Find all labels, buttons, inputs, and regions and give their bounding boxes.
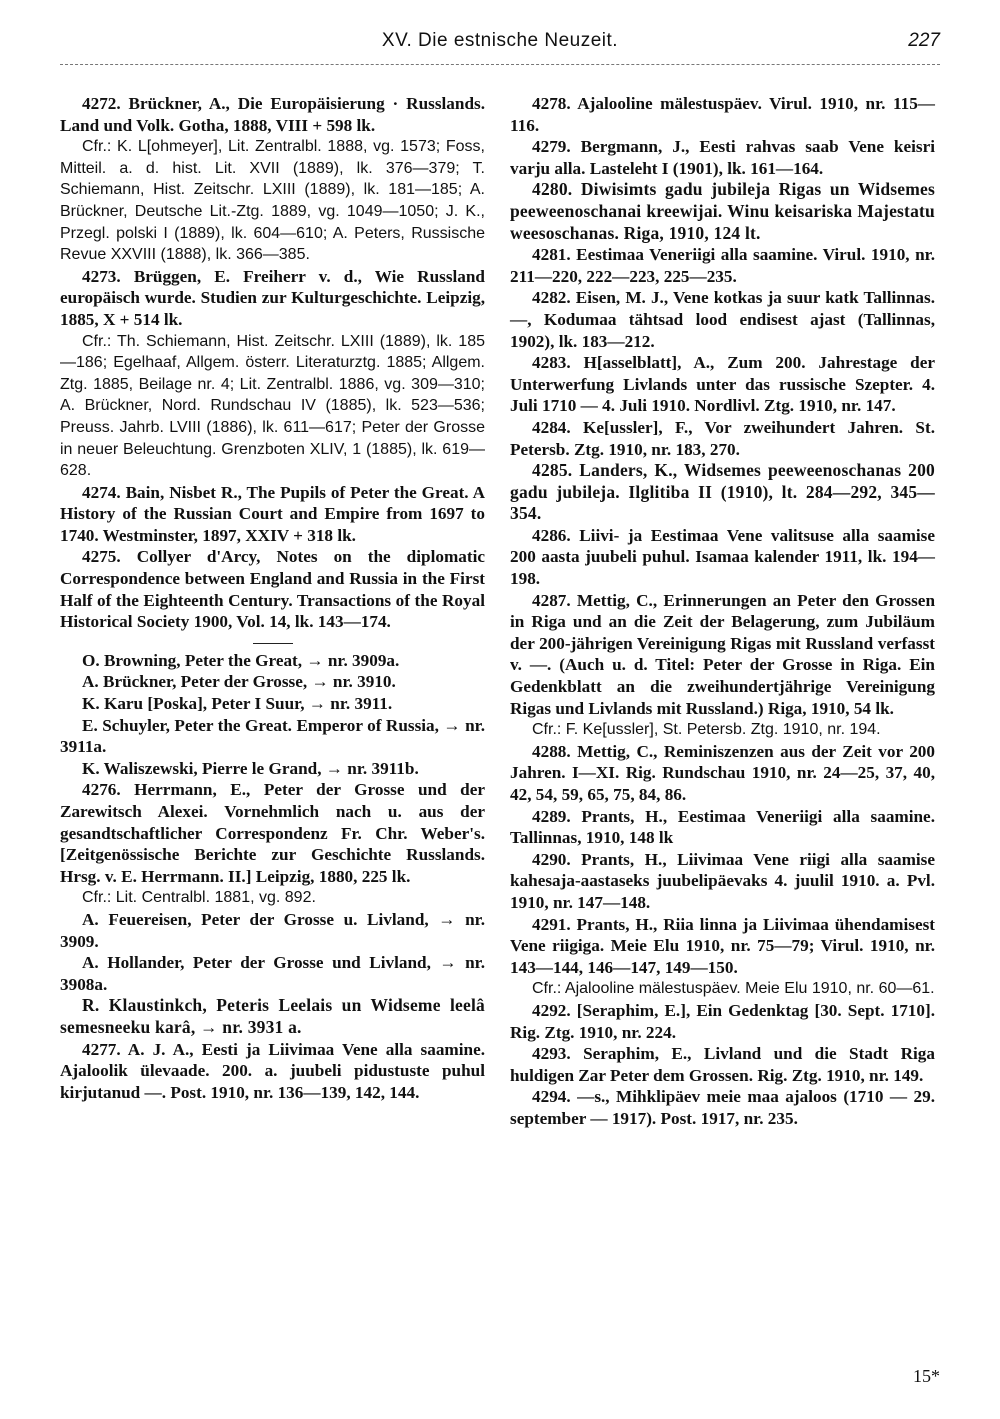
left-column [60,93,485,1103]
bibliography-entry: 4283. H[asselblatt], A., Zum 200. Jahrestage der Unterwerfung Livlands unter das russische Szepter. 4. Juli 1710 — 4. Juli 1910. Nordlivl. Ztg. 1910, nr. 147. [510,353,935,416]
bibliography-entry: 4278. Ajalooline mälestuspäev. Virul. 1910, nr. 115—116. [510,94,935,135]
bibliography-entry: 4289. Prants, H., Eestimaa Veneriigi alla saamine. Tallinnas, 1910, 148 lk [510,806,935,848]
bibliography-entry: 4274. Bain, Nisbet R., The Pupils of Peter the Great. A History of the Russian Court and Empire from 1697 to 1740. Westminster, 1897, XXIV + 318 lk. [60,482,485,545]
page-header [60,30,940,65]
bibliography-entry: 4292. [Seraphim, E.], Ein Gedenktag [30. Sept. 1710]. Rig. Ztg. 1910, nr. 224. [510,1000,935,1042]
bibliography-entry: 4272. Brückner, A., Die Europäisierung · Russlands. Land und Volk. Gotha, 1888, VIII + 598 lk. [60,94,485,135]
bibliography-entry: 4275. Collyer d'Arcy, Notes on the diplomatic Correspondence between England and Russia in the First Half of the Eighteenth Century. Transactions of the Royal Historical Society 1900, Vol. 14, lk. 143—174. [60,547,485,632]
bibliography-entry: E. Schuyler, Peter the Great. Emperor of Russia, → nr. 3911a. [60,715,485,757]
bibliography-entry: 4288. Mettig, C., Reminiszenzen aus der Zeit vor 200 Jahren. I—XI. Rig. Rundschau 1910, nr. 24—25, 37, 40, 42, 54, 59, 65, 75, 84, 86. [510,741,935,804]
bibliography-entry: 4273. Brüggen, E. Freiherr v. d., Wie Russland europäisch wurde. Studien zur Kulturgeschichte. Leipzig, 1885, X + 514 lk. [60,266,485,329]
printer-signature: 15* [913,1366,940,1386]
bibliography-entry: 4282. Eisen, M. J., Vene kotkas ja suur katk Tallinnas. —, Kodumaa tähtsad lood endisest ajast (Tallinnas, 1902), lk. 183—212. [510,288,935,351]
section-separator [253,643,293,644]
review-reference: Cfr.: K. L[ohmeyer], Lit. Zentralbl. 1888, vg. 1573; Foss, Mitteil. a. d. hist. Lit. XVII (1889), lk. 376—379; T. Schiemann, Hist. Zeitschr. LXIII (1889), lk. 181—185; A. Brückner, Deutsche Lit.-Ztg. 1889, vg. 1049—1050; J. K., Przegl. polski I (1889), lk. 604—610; A. Peters, Russische Revue XXVIII (1888), lk. 366—385. [60,138,485,264]
bibliography-entry: 4294. —s., Mihklipäev meie maa ajaloos (1710 — 29. september — 1917). Post. 1917, nr. 235. [510,1087,935,1128]
bibliography-entry: A. Feuereisen, Peter der Grosse u. Livland, → nr. 3909. [60,909,485,951]
bibliography-entry: 4276. Herrmann, E., Peter der Grosse und der Zarewitsch Alexei. Vornehmlich nach u. aus der gesandtschaftlicher Correspondenz Fr. Chr. Weber's. [Zeitgenössische Berichte zur Geschichte Russlands. Hrsg. v. E. Herrmann. II.] Leipzig, 1880, 225 lk. [60,780,485,886]
bibliography-entry: 4281. Eestimaa Veneriigi alla saamine. Virul. 1910, nr. 211—220, 222—223, 225—235. [510,245,935,286]
bibliography-entry: 4277. A. J. A., Eesti ja Liivimaa Vene alla saamine. Ajaloolik ülevaade. 200. a. juubeli pidustuste puhul kirjutanud —. Post. 1910, nr. 136—139, 142, 144. [60,1039,485,1102]
bibliography-entry: 4284. Ke[ussler], F., Vor zweihundert Jahren. St. Petersb. Ztg. 1910, nr. 183, 270. [510,417,935,459]
bibliography-entry: 4286. Liivi- ja Eestimaa Vene valitsuse alla saamise 200 aasta juubeli puhul. Isamaa kalender 1911, lk. 194—198. [510,525,935,589]
running-title: XV. Die estnische Neuzeit. [381,30,619,51]
bibliography-entry: 4280. Diwisimts gadu jubileja Rigas un Widsemes peeweenoschanai kreewijai. Winu keisariska Majestatu weesoschanas. Riga, 1910, 124 lt. [510,179,935,243]
bibliography-entry: R. Klaustinkch, Peteris Leelais un Widseme leelâ semesneeku karâ, → nr. 3931 a. [60,995,485,1037]
right-column [510,93,935,1130]
bibliography-entry: K. Karu [Poska], Peter I Suur, → nr. 3911. [82,694,393,714]
bibliography-entry: 4279. Bergmann, J., Eesti rahvas saab Vene keisri varju alla. Lasteleht I (1901), lk. 161—164. [510,137,935,178]
page-number: 227 [908,30,940,51]
bibliography-entry: A. Brückner, Peter der Grosse, → nr. 3910. [82,672,396,692]
review-reference: Cfr.: Ajalooline mälestuspäev. Meie Elu 1910, nr. 60—61. [532,980,935,998]
review-reference: Cfr.: Lit. Centralbl. 1881, vg. 892. [82,889,316,907]
review-reference: Cfr.: F. Ke[ussler], St. Petersb. Ztg. 1910, nr. 194. [532,721,881,739]
bibliography-entry: 4285. Landers, K., Widsemes peeweenoschanas 200 gadu jubileja. Ilglitiba II (1910), lt. 284—292, 345—354. [510,460,935,524]
bibliography-entry: A. Hollander, Peter der Grosse und Livland, → nr. 3908a. [60,953,485,994]
bibliography-entry: 4287. Mettig, C., Erinnerungen an Peter den Grossen in Riga und an die Zeit der Belagerung, zum Jubiläum der 200-jährigen Vereinigung Rigas mit Russland verfasst v. —. (Auch u. d. Titel: Peter der Grosse in Riga. Ein Gedenkblatt an die zweihundertjährige Vereinigung Rigas und Livlands mit Russland.) Riga, 1910, 54 lk. [510,590,935,718]
bibliography-entry: K. Waliszewski, Pierre le Grand, → nr. 3911b. [82,758,419,778]
bibliography-entry: 4290. Prants, H., Liivimaa Vene riigi alla saamise kahesaja-aastaseks juubelipäevaks 4. juulil 1910. a. Pvl. 1910, nr. 147—148. [510,849,935,912]
bibliography-entry: 4291. Prants, H., Riia linna ja Liivimaa ühendamisest Vene riigiga. Meie Elu 1910, nr. 75—79; Virul. 1910, nr. 143—144, 146—147, 149—150. [510,914,935,977]
bibliography-entry: O. Browning, Peter the Great, → nr. 3909a. [82,650,400,670]
review-reference: Cfr.: Th. Schiemann, Hist. Zeitschr. LXIII (1889), lk. 185—186; Egelhaaf, Allgem. österr. Literaturztg. 1885; Allgem. Ztg. 1885, Beilage nr. 4; Lit. Zentralbl. 1886, vg. 309—310; A. Brückner, Nord. Rundschau IV (1885), lk. 523—536; Preuss. Jahrb. LVIII (1886), lk. 611—617; Peter der Grosse in neuer Beleuchtung. Grenzboten XLIV, 1 (1885), lk. 619—628. [60,332,485,480]
bibliography-entry: 4293. Seraphim, E., Livland und die Stadt Riga huldigen Zar Peter dem Grossen. Rig. Ztg. 1910, nr. 149. [510,1044,935,1085]
